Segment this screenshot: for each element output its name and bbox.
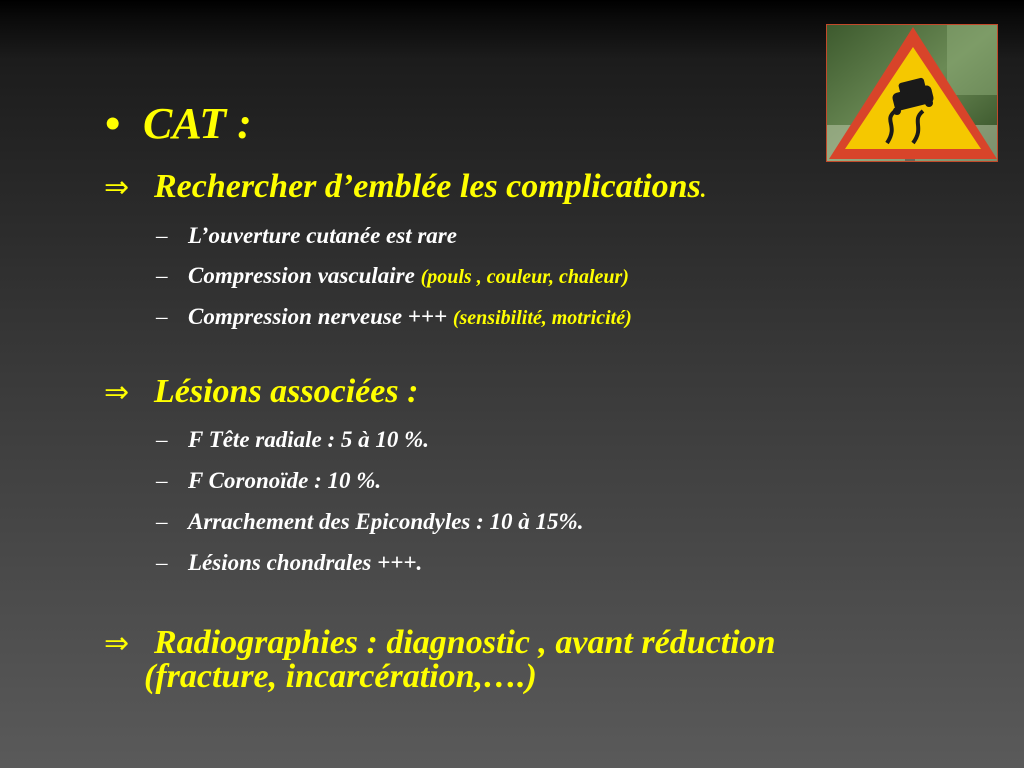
dash-icon: – [156, 509, 168, 534]
section-heading-lesions [104, 373, 418, 412]
section-heading-complications [104, 168, 706, 209]
dash-icon: – [156, 263, 168, 288]
section-heading-text: Radiographies : diagnostic , avant réduction [154, 624, 776, 661]
slide-title [105, 98, 252, 150]
list-item-text: F Tête radiale : 5 à 10 %. [188, 427, 430, 452]
implies-arrow-icon: ⇒ [104, 626, 130, 661]
implies-arrow-icon: ⇒ [104, 170, 130, 205]
list-item-text: Arrachement des Epicondyles : 10 à 15%. [188, 509, 584, 534]
dash-icon: – [156, 550, 168, 575]
list-item-text: Compression nerveuse +++ [188, 304, 453, 329]
list-item [156, 262, 629, 291]
section-heading-text: Rechercher d’emblée les complications [154, 168, 701, 205]
list-item [156, 467, 381, 495]
section-heading-end: . [700, 177, 707, 202]
list-item-text: Lésions chondrales +++. [188, 550, 423, 575]
section-heading-text: Lésions associées : [154, 373, 419, 410]
dash-icon: – [156, 468, 168, 493]
list-item [156, 426, 429, 454]
slippery-road-warning-sign-icon [826, 24, 998, 162]
list-item-text: L’ouverture cutanée est rare [188, 223, 457, 248]
list-item-text: F Coronoïde : 10 %. [188, 468, 382, 493]
bullet-icon: • [105, 99, 121, 148]
implies-arrow-icon: ⇒ [104, 375, 130, 410]
list-item [156, 549, 422, 577]
list-item-text: Compression vasculaire [188, 263, 421, 288]
dash-icon: – [156, 223, 168, 248]
list-item-note: (pouls , couleur, chaleur) [420, 266, 629, 288]
title-text: CAT : [143, 99, 252, 148]
list-item [156, 508, 583, 536]
section-heading-continuation: (fracture, incarcération,….) [144, 658, 537, 695]
list-item [156, 303, 632, 332]
dash-icon: – [156, 304, 168, 329]
dash-icon: – [156, 427, 168, 452]
list-item-note: (sensibilité, motricité) [452, 307, 632, 329]
list-item [156, 222, 457, 250]
